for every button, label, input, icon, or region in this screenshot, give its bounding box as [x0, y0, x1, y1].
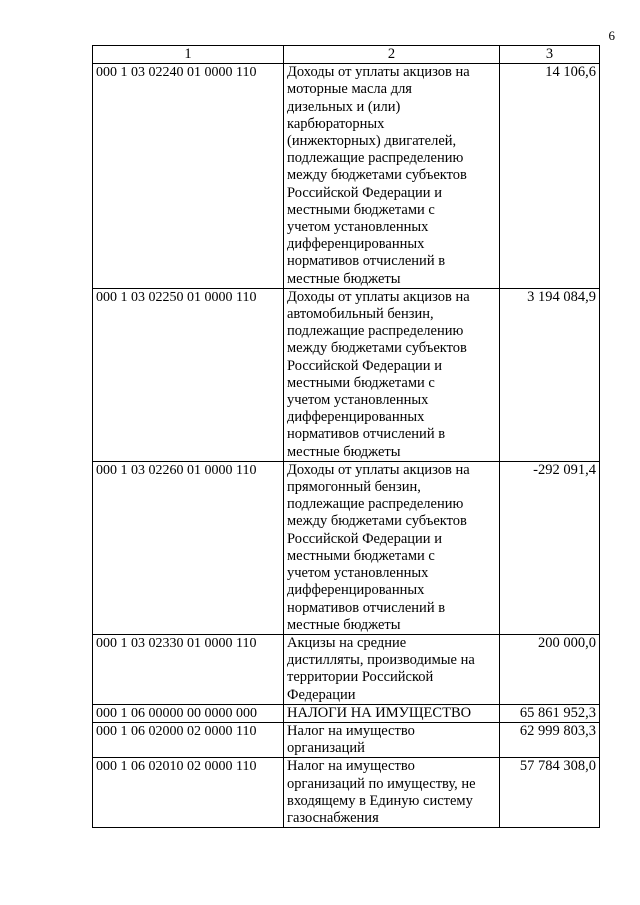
- revenue-name-line: между бюджетами субъектов: [287, 513, 467, 530]
- column-header-1: 1: [93, 46, 284, 64]
- revenue-name-line: Российской Федерации и: [287, 530, 442, 547]
- revenue-name-line: (инжекторных) двигателей,: [287, 133, 457, 150]
- revenue-name-line: Налог на имущество: [287, 722, 415, 739]
- revenue-name-line: учетом установленных: [287, 392, 429, 409]
- budget-code-cell: 000 1 03 02240 01 0000 110: [93, 64, 284, 289]
- column-header-3: 3: [500, 46, 600, 64]
- revenue-name-line: территории Российской: [287, 669, 434, 686]
- revenue-name-line: Доходы от уплаты акцизов на: [287, 461, 470, 478]
- revenue-name-line: местными бюджетами с: [287, 201, 435, 218]
- table-row: [93, 64, 600, 289]
- revenue-name-line: Акцизы на средние: [287, 634, 407, 651]
- table-row: [93, 288, 600, 461]
- table-row: [93, 704, 600, 722]
- revenue-name-line: между бюджетами субъектов: [287, 167, 467, 184]
- revenue-name-line: прямогонный бензин,: [287, 479, 421, 496]
- table-body: [93, 64, 600, 828]
- revenue-name-line: нормативов отчислений в: [287, 253, 446, 270]
- budget-code-cell: 000 1 03 02250 01 0000 110: [93, 288, 284, 461]
- revenue-name-line: местными бюджетами с: [287, 547, 435, 564]
- revenue-name-line: автомобильный бензин,: [287, 306, 434, 323]
- revenue-name-line: нормативов отчислений в: [287, 599, 446, 616]
- revenue-name-line: организаций по имуществу, не: [287, 775, 476, 792]
- table-row: [93, 461, 600, 634]
- revenue-name-line: подлежащие распределению: [287, 323, 464, 340]
- budget-code-cell: 000 1 06 02010 02 0000 110: [93, 758, 284, 828]
- amount-cell: 62 999 803,3: [500, 722, 600, 757]
- revenue-name-line: нормативов отчислений в: [287, 426, 446, 443]
- revenue-name-cell: [284, 704, 500, 722]
- revenue-name-line: НАЛОГИ НА ИМУЩЕСТВО: [287, 704, 472, 721]
- budget-code-cell: 000 1 06 02000 02 0000 110: [93, 722, 284, 757]
- amount-cell: -292 091,4: [500, 461, 600, 634]
- page-number: 6: [608, 28, 615, 43]
- budget-code-cell: 000 1 03 02260 01 0000 110: [93, 461, 284, 634]
- revenue-name-line: дистилляты, производимые на: [287, 652, 475, 669]
- revenue-name-line: Доходы от уплаты акцизов на: [287, 64, 470, 81]
- revenue-name-line: дизельных и (или): [287, 98, 401, 115]
- revenue-name-line: моторные масла для: [287, 81, 412, 98]
- table-row: [93, 722, 600, 757]
- revenue-name-cell: [284, 288, 500, 461]
- column-header-2: 2: [284, 46, 500, 64]
- revenue-name-line: местные бюджеты: [287, 443, 401, 460]
- amount-cell: 14 106,6: [500, 64, 600, 289]
- revenue-name-line: дифференцированных: [287, 582, 425, 599]
- revenue-name-line: дифференцированных: [287, 409, 425, 426]
- revenue-name-line: между бюджетами субъектов: [287, 340, 467, 357]
- amount-cell: 65 861 952,3: [500, 704, 600, 722]
- revenue-name-line: местными бюджетами с: [287, 374, 435, 391]
- revenue-name-line: Федерации: [287, 686, 356, 703]
- revenue-name-cell: [284, 722, 500, 757]
- table-header-row: [93, 46, 600, 64]
- revenue-name-line: дифференцированных: [287, 236, 425, 253]
- revenue-table: [92, 45, 600, 828]
- table-row: [93, 758, 600, 828]
- revenue-name-line: подлежащие распределению: [287, 150, 464, 167]
- revenue-name-cell: [284, 461, 500, 634]
- revenue-name-line: Доходы от уплаты акцизов на: [287, 288, 470, 305]
- amount-cell: 3 194 084,9: [500, 288, 600, 461]
- revenue-name-line: газоснабжения: [287, 809, 379, 826]
- revenue-name-line: учетом установленных: [287, 565, 429, 582]
- budget-code-cell: 000 1 06 00000 00 0000 000: [93, 704, 284, 722]
- revenue-name-line: подлежащие распределению: [287, 496, 464, 513]
- revenue-name-line: Российской Федерации и: [287, 357, 442, 374]
- revenue-name-cell: [284, 634, 500, 704]
- revenue-name-line: входящему в Единую систему: [287, 792, 473, 809]
- revenue-name-line: местные бюджеты: [287, 270, 401, 287]
- amount-cell: 200 000,0: [500, 634, 600, 704]
- revenue-name-line: учетом установленных: [287, 219, 429, 236]
- revenue-name-line: организаций: [287, 740, 365, 757]
- revenue-name-cell: [284, 64, 500, 289]
- table-row: [93, 634, 600, 704]
- revenue-name-line: местные бюджеты: [287, 616, 401, 633]
- amount-cell: 57 784 308,0: [500, 758, 600, 828]
- budget-code-cell: 000 1 03 02330 01 0000 110: [93, 634, 284, 704]
- revenue-name-line: Налог на имущество: [287, 758, 415, 775]
- revenue-name-cell: [284, 758, 500, 828]
- revenue-name-line: Российской Федерации и: [287, 184, 442, 201]
- revenue-name-line: карбюраторных: [287, 115, 385, 132]
